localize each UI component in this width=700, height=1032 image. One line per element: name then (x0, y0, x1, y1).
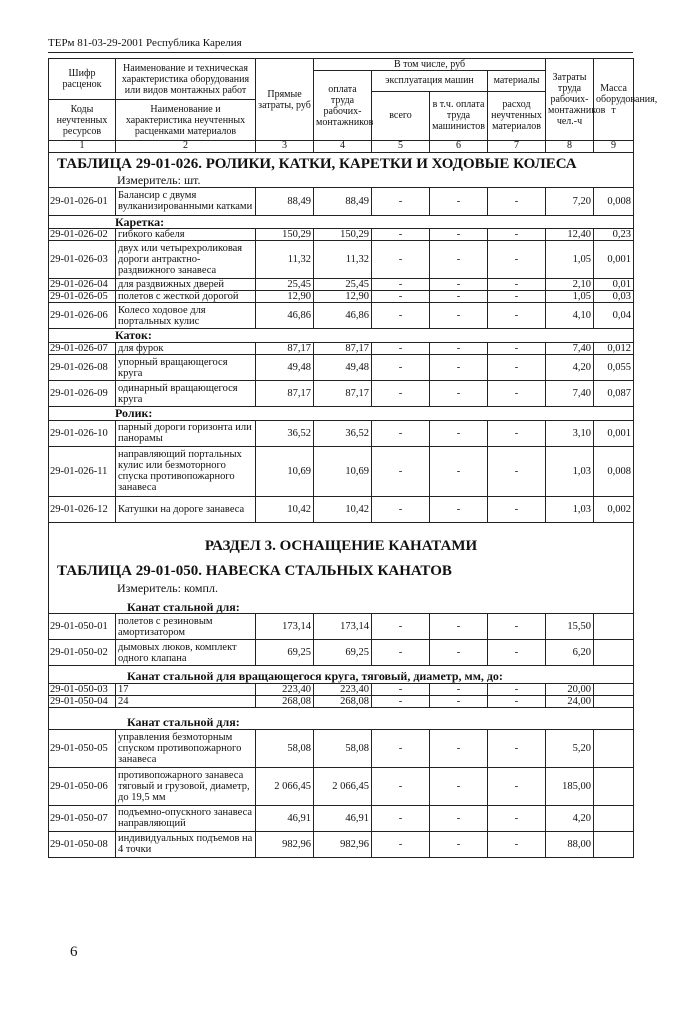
cell-incl: - (430, 496, 488, 522)
cell-pay: 87,17 (314, 343, 372, 355)
cell-name: полетов с жесткой дорогой (116, 291, 256, 303)
cell-mat: - (488, 695, 546, 707)
col-mass: Масса оборудования, т (594, 59, 634, 141)
cell-code: 29-01-050-06 (49, 767, 116, 805)
cell-direct: 58,08 (256, 729, 314, 767)
cell-pay: 12,90 (314, 291, 372, 303)
column-numbers-row: 1 2 3 4 5 6 7 8 9 (49, 141, 634, 153)
cell-code: 29-01-026-11 (49, 446, 116, 496)
cell-direct: 173,14 (256, 614, 314, 640)
cell-direct: 10,42 (256, 496, 314, 522)
cell-mat: - (488, 614, 546, 640)
header-rule (48, 52, 633, 53)
cell-name: дымовых люков, комплект одного клапана (116, 640, 256, 666)
cell-code: 29-01-026-09 (49, 381, 116, 407)
cell-mat: - (488, 831, 546, 857)
group-carriage: Каретка: (49, 215, 634, 229)
cell-incl: - (430, 805, 488, 831)
unit-026: Измеритель: шт. (49, 174, 634, 187)
cell-direct: 268,08 (256, 695, 314, 707)
cell-mat: - (488, 767, 546, 805)
cell-direct: 36,52 (256, 420, 314, 446)
cell-total: - (372, 420, 430, 446)
cell-incl: - (430, 241, 488, 279)
cell-labor: 20,00 (546, 683, 594, 695)
table-row (49, 291, 634, 303)
cell-pay: 25,45 (314, 279, 372, 291)
section-title: РАЗДЕЛ 3. ОСНАЩЕНИЕ КАНАТАМИ (49, 535, 634, 557)
cell-incl: - (430, 229, 488, 241)
cell-mass: 0,03 (594, 291, 634, 303)
cell-incl: - (430, 420, 488, 446)
col-incl-pay: в т.ч. оплата труда машинистов (430, 91, 488, 141)
cell-code: 29-01-026-10 (49, 420, 116, 446)
cell-direct: 87,17 (256, 343, 314, 355)
cell-mat: - (488, 640, 546, 666)
cell-code: 29-01-026-03 (49, 241, 116, 279)
cell-mat: - (488, 683, 546, 695)
cell-mat: - (488, 805, 546, 831)
cell-direct: 46,86 (256, 303, 314, 329)
cell-labor: 12,40 (546, 229, 594, 241)
cell-incl: - (430, 303, 488, 329)
table-row (49, 303, 634, 329)
cell-mat: - (488, 729, 546, 767)
table-row (49, 640, 634, 666)
cell-name: 24 (116, 695, 256, 707)
cell-mat: - (488, 229, 546, 241)
col-name-top: Наименование и техническая характеристика оборудования или видов монтажных работ (116, 59, 256, 100)
cell-mat: - (488, 420, 546, 446)
cell-direct: 12,90 (256, 291, 314, 303)
cell-total: - (372, 640, 430, 666)
cell-labor: 7,40 (546, 381, 594, 407)
cell-pay: 10,69 (314, 446, 372, 496)
cell-mass (594, 805, 634, 831)
cell-mass: 0,04 (594, 303, 634, 329)
col-labor-pay: оплата труда рабочих-монтажников (314, 71, 372, 141)
cell-labor: 24,00 (546, 695, 594, 707)
cell-mat: - (488, 279, 546, 291)
cell-name: двух или четырехроликовая дороги антрактно-раздвижного занавеса (116, 241, 256, 279)
cell-pay: 268,08 (314, 695, 372, 707)
cell-pay: 87,17 (314, 381, 372, 407)
cell-code: 29-01-050-03 (49, 683, 116, 695)
cell-name: управления безмоторным спуском противопожарного занавеса (116, 729, 256, 767)
group-rope-3: Канат стальной для: (49, 708, 634, 730)
cell-pay: 49,48 (314, 355, 372, 381)
table-row (49, 381, 634, 407)
group-rolik: Ролик: (49, 407, 634, 421)
cell-labor: 4,10 (546, 303, 594, 329)
cell-code: 29-01-026-05 (49, 291, 116, 303)
cell-code: 29-01-050-04 (49, 695, 116, 707)
cell-mat: - (488, 496, 546, 522)
cell-mat: - (488, 343, 546, 355)
col-name-bottom: Наименование и характеристика неучтенных расценками материалов (116, 100, 256, 141)
cell-incl: - (430, 355, 488, 381)
table-row (49, 695, 634, 707)
cell-mass: 0,23 (594, 229, 634, 241)
cell-code: 29-01-026-07 (49, 343, 116, 355)
cell-total: - (372, 695, 430, 707)
col-labor-cost: Затраты труда рабочих-монтажников чел.-ч (546, 59, 594, 141)
table-row (49, 420, 634, 446)
cell-name: направляющий портальных кулис или безмоторного спуска противопожарного занавеса (116, 446, 256, 496)
cell-name: для фурок (116, 343, 256, 355)
cell-pay: 58,08 (314, 729, 372, 767)
cell-mass: 0,008 (594, 446, 634, 496)
cell-total: - (372, 496, 430, 522)
cell-name: одинарный вращающегося круга (116, 381, 256, 407)
cell-labor: 15,50 (546, 614, 594, 640)
group-roller: Каток: (49, 329, 634, 343)
cell-total: - (372, 229, 430, 241)
cell-incl: - (430, 446, 488, 496)
cell-direct: 11,32 (256, 241, 314, 279)
cell-name: подъемно-опускного занавеса направляющий (116, 805, 256, 831)
table-row: 29-01-026-01 Балансир с двумя вулканизированными катками 88,49 88,49 - - - 7,20 0,008 (49, 187, 634, 215)
cell-code: 29-01-026-12 (49, 496, 116, 522)
col-direct: Прямые затраты, руб (256, 59, 314, 141)
cell-mass: 0,002 (594, 496, 634, 522)
cell-labor: 3,10 (546, 420, 594, 446)
col-unaccounted: расход неучтенных материалов (488, 91, 546, 141)
cell-total: - (372, 291, 430, 303)
cell-incl: - (430, 614, 488, 640)
cell-name: противопожарного занавеса тяговый и грузовой, диаметр, до 19,5 мм (116, 767, 256, 805)
cell-name: полетов с резиновым амортизатором (116, 614, 256, 640)
cell-code: 29-01-050-01 (49, 614, 116, 640)
table-row (49, 279, 634, 291)
group-rope-2: Канат стальной для вращающегося круга, тяговый, диаметр, мм, до: (49, 666, 634, 684)
group-rope-1: Канат стальной для: (49, 595, 634, 614)
cell-direct: 49,48 (256, 355, 314, 381)
cell-direct: 87,17 (256, 381, 314, 407)
cell-name: индивидуальных подъемов на 4 точки (116, 831, 256, 857)
cell-name: 17 (116, 683, 256, 695)
table-title-050: ТАБЛИЦА 29-01-050. НАВЕСКА СТАЛЬНЫХ КАНАТОВ (49, 556, 634, 582)
table-row (49, 446, 634, 496)
cell-name: Колесо ходовое для портальных кулис (116, 303, 256, 329)
cell-labor: 5,20 (546, 729, 594, 767)
cell-mat: - (488, 446, 546, 496)
cell-incl: - (430, 343, 488, 355)
cell-mass: 0,001 (594, 241, 634, 279)
cell-total: - (372, 767, 430, 805)
cell-mass (594, 683, 634, 695)
cell-total: - (372, 446, 430, 496)
cell-incl: - (430, 767, 488, 805)
cell-labor: 7,40 (546, 343, 594, 355)
cell-total: - (372, 343, 430, 355)
running-header: ТЕРм 81-03-29-2001 Республика Карелия (48, 37, 242, 49)
cell-pay: 11,32 (314, 241, 372, 279)
cell-total: - (372, 355, 430, 381)
cell-mat: - (488, 241, 546, 279)
cell-code: 29-01-026-04 (49, 279, 116, 291)
cell-mass (594, 767, 634, 805)
unit-050: Измеритель: компл. (49, 582, 634, 595)
cell-code: 29-01-050-02 (49, 640, 116, 666)
cell-total: - (372, 241, 430, 279)
col-materials: материалы (488, 71, 546, 92)
cell-mat: - (488, 381, 546, 407)
table-row (49, 805, 634, 831)
cell-direct: 46,91 (256, 805, 314, 831)
cell-direct: 25,45 (256, 279, 314, 291)
cell-code: 29-01-050-05 (49, 729, 116, 767)
table-row (49, 831, 634, 857)
cell-mass (594, 640, 634, 666)
table-row (49, 683, 634, 695)
table-row (49, 229, 634, 241)
cell-pay: 36,52 (314, 420, 372, 446)
table-row (49, 241, 634, 279)
cell-mass (594, 729, 634, 767)
cell-pay: 150,29 (314, 229, 372, 241)
cell-labor: 1,03 (546, 446, 594, 496)
cell-direct: 2 066,45 (256, 767, 314, 805)
table-row (49, 496, 634, 522)
cell-mass (594, 831, 634, 857)
cell-labor: 6,20 (546, 640, 594, 666)
cell-mat: - (488, 355, 546, 381)
cell-mass: 0,001 (594, 420, 634, 446)
cell-name: для раздвижных дверей (116, 279, 256, 291)
cell-direct: 69,25 (256, 640, 314, 666)
table-row (49, 355, 634, 381)
cell-incl: - (430, 640, 488, 666)
cell-total: - (372, 683, 430, 695)
cell-pay: 2 066,45 (314, 767, 372, 805)
cell-mass (594, 614, 634, 640)
cell-total: - (372, 381, 430, 407)
table-row (49, 729, 634, 767)
cell-total: - (372, 303, 430, 329)
cell-labor: 4,20 (546, 355, 594, 381)
table-row (49, 767, 634, 805)
cell-labor: 1,05 (546, 241, 594, 279)
col-incl: В том числе, руб (314, 59, 546, 71)
cell-mass: 0,087 (594, 381, 634, 407)
cell-direct: 10,69 (256, 446, 314, 496)
cell-incl: - (430, 831, 488, 857)
cell-pay: 10,42 (314, 496, 372, 522)
table-title-026: ТАБЛИЦА 29-01-026. РОЛИКИ, КАТКИ, КАРЕТКИ И ХОДОВЫЕ КОЛЕСА (49, 152, 634, 174)
cell-code: 29-01-050-07 (49, 805, 116, 831)
cell-code: 29-01-026-02 (49, 229, 116, 241)
cell-code: 29-01-026-08 (49, 355, 116, 381)
cell-total: - (372, 805, 430, 831)
cell-mass (594, 695, 634, 707)
col-code-top: Шифр расценок (49, 59, 116, 100)
cell-direct: 150,29 (256, 229, 314, 241)
cell-direct: 982,96 (256, 831, 314, 857)
cell-mass: 0,055 (594, 355, 634, 381)
cell-pay: 46,86 (314, 303, 372, 329)
cell-mass: 0,01 (594, 279, 634, 291)
col-code-bottom: Коды неучтенных ресурсов (49, 100, 116, 141)
cell-labor: 88,00 (546, 831, 594, 857)
cell-pay: 173,14 (314, 614, 372, 640)
page-number: 6 (70, 944, 78, 960)
cell-name: гибкого кабеля (116, 229, 256, 241)
cell-incl: - (430, 291, 488, 303)
table-row (49, 614, 634, 640)
cell-incl: - (430, 279, 488, 291)
rates-table (48, 58, 658, 858)
cell-name: парный дороги горизонта или панорамы (116, 420, 256, 446)
cell-incl: - (430, 381, 488, 407)
cell-labor: 1,03 (546, 496, 594, 522)
cell-mass: 0,012 (594, 343, 634, 355)
cell-total: - (372, 279, 430, 291)
cell-code: 29-01-050-08 (49, 831, 116, 857)
cell-incl: - (430, 695, 488, 707)
cell-code: 29-01-026-06 (49, 303, 116, 329)
cell-name: Катушки на дороге занавеса (116, 496, 256, 522)
cell-pay: 223,40 (314, 683, 372, 695)
cell-direct: 223,40 (256, 683, 314, 695)
cell-pay: 69,25 (314, 640, 372, 666)
cell-total: - (372, 729, 430, 767)
cell-pay: 46,91 (314, 805, 372, 831)
cell-labor: 1,05 (546, 291, 594, 303)
cell-pay: 982,96 (314, 831, 372, 857)
cell-incl: - (430, 729, 488, 767)
col-machine-op: эксплуатация машин (372, 71, 488, 92)
cell-mat: - (488, 291, 546, 303)
table-row (49, 343, 634, 355)
cell-labor: 185,00 (546, 767, 594, 805)
cell-labor: 4,20 (546, 805, 594, 831)
cell-total: - (372, 831, 430, 857)
cell-total: - (372, 614, 430, 640)
cell-labor: 2,10 (546, 279, 594, 291)
col-total: всего (372, 91, 430, 141)
cell-name: упорный вращающегося круга (116, 355, 256, 381)
cell-mat: - (488, 303, 546, 329)
cell-incl: - (430, 683, 488, 695)
